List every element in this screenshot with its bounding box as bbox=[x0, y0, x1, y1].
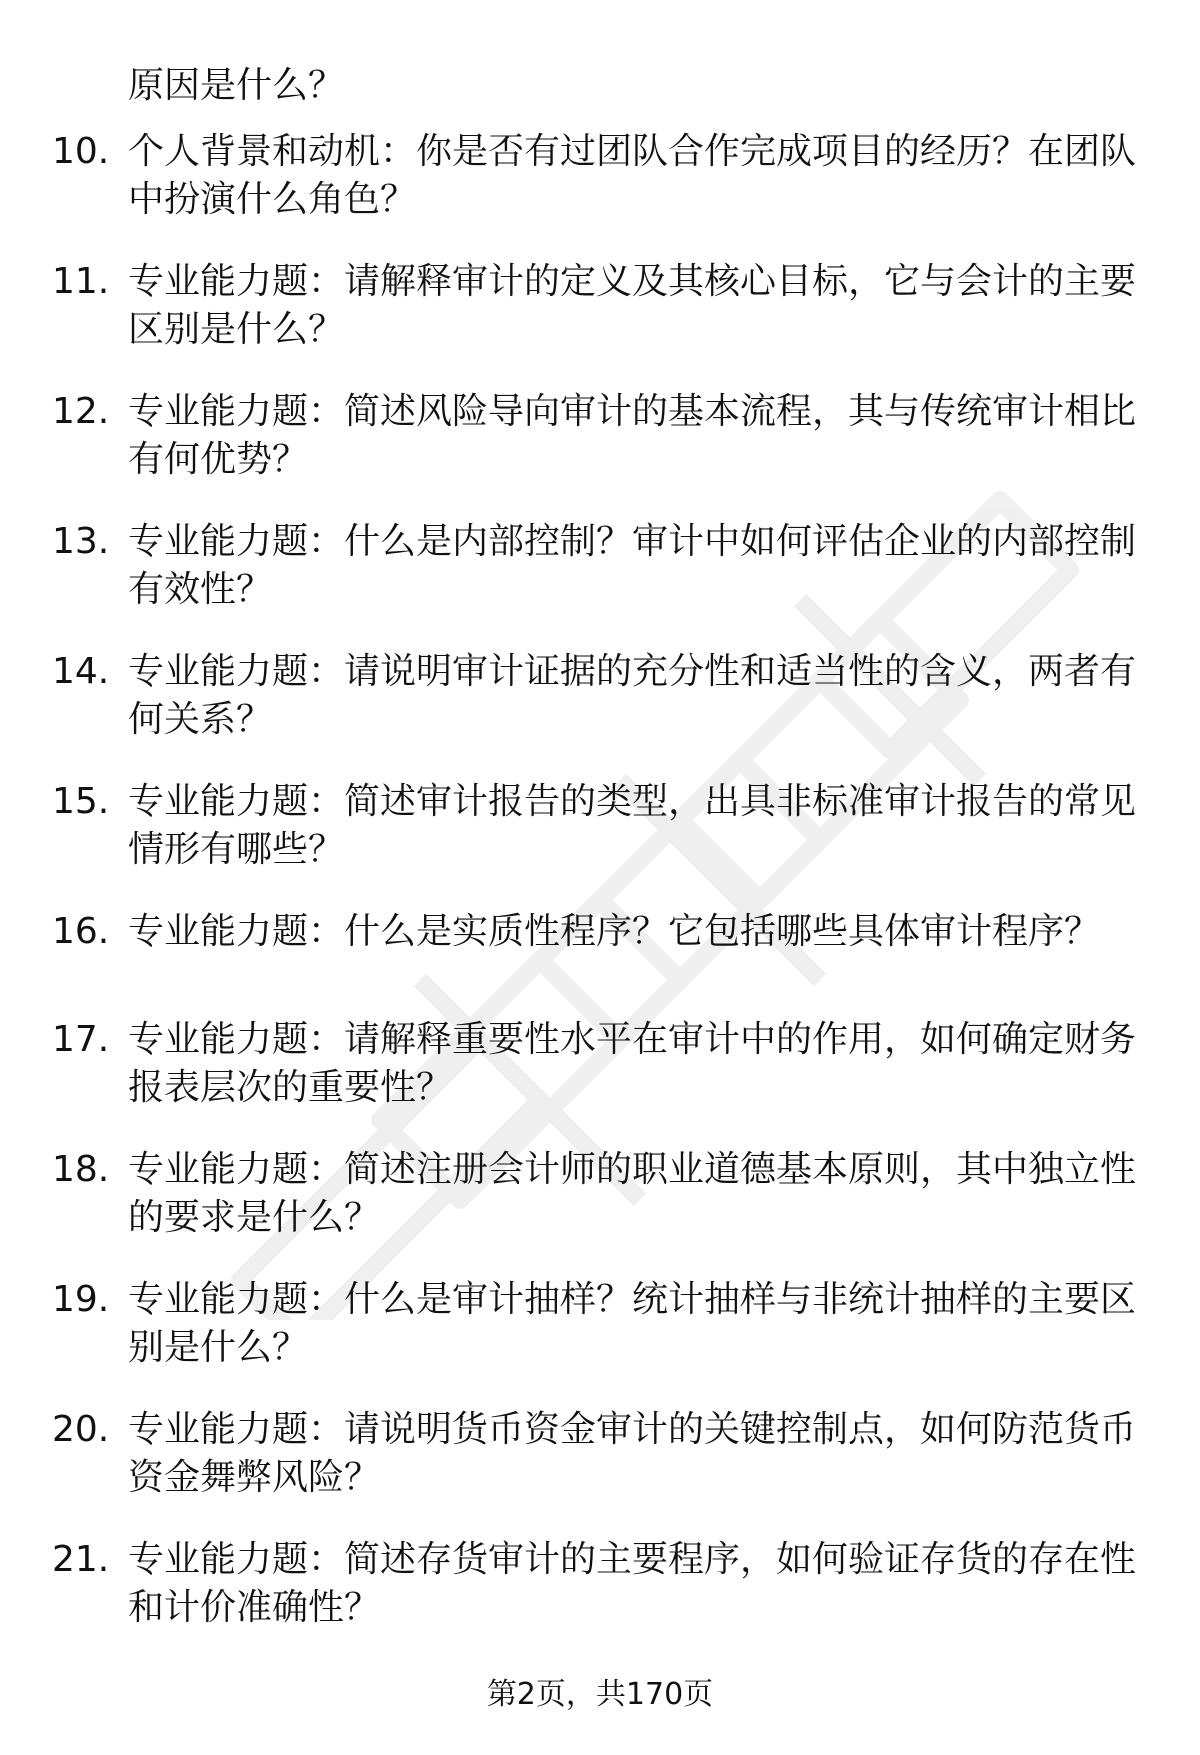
question-item-14 bbox=[52, 648, 1152, 744]
question-number: 11. bbox=[52, 261, 110, 302]
question-text: 专业能力题：简述审计报告的类型，出具非标准审计报告的常见情形有哪些？ bbox=[128, 781, 1137, 870]
question-text: 专业能力题：请解释审计的定义及其核心目标，它与会计的主要区别是什么？ bbox=[128, 261, 1137, 350]
page-footer: 第2页，共170页 bbox=[486, 1677, 714, 1712]
question-text: 专业能力题：简述注册会计师的职业道德基本原则，其中独立性的要求是什么？ bbox=[128, 1149, 1137, 1238]
question-item-21 bbox=[52, 1536, 1152, 1632]
question-number: 18. bbox=[52, 1149, 110, 1190]
question-number: 20. bbox=[52, 1409, 110, 1450]
question-number: 16. bbox=[52, 911, 110, 952]
question-item-19 bbox=[52, 1276, 1152, 1372]
question-number: 21. bbox=[52, 1539, 110, 1580]
question-item-10 bbox=[52, 128, 1152, 224]
question-number: 17. bbox=[52, 1019, 110, 1060]
question-item-12 bbox=[52, 388, 1152, 484]
question-item-11 bbox=[52, 258, 1152, 354]
question-item-13 bbox=[52, 518, 1152, 614]
question-number: 14. bbox=[52, 651, 110, 692]
question-text: 专业能力题：什么是实质性程序？它包括哪些具体审计程序？ bbox=[128, 911, 1101, 952]
question-number: 15. bbox=[52, 781, 110, 822]
question-text: 专业能力题：简述存货审计的主要程序，如何验证存货的存在性和计价准确性？ bbox=[128, 1539, 1137, 1628]
question-item-18 bbox=[52, 1146, 1152, 1242]
continued-question-text: 原因是什么？ bbox=[128, 65, 345, 106]
question-text: 专业能力题：请说明审计证据的充分性和适当性的含义，两者有何关系？ bbox=[128, 651, 1137, 740]
question-item-20 bbox=[52, 1406, 1152, 1502]
question-item-15 bbox=[52, 778, 1152, 874]
question-item-17 bbox=[52, 1016, 1152, 1112]
question-number: 13. bbox=[52, 521, 110, 562]
question-number: 10. bbox=[52, 131, 110, 172]
question-text: 个人背景和动机：你是否有过团队合作完成项目的经历？在团队中扮演什么角色？ bbox=[128, 131, 1137, 220]
question-number: 19. bbox=[52, 1279, 110, 1320]
question-text: 专业能力题：简述风险导向审计的基本流程，其与传统审计相比有何优势？ bbox=[128, 391, 1137, 480]
question-text: 专业能力题：什么是审计抽样？统计抽样与非统计抽样的主要区别是什么？ bbox=[128, 1279, 1137, 1368]
question-item-16 bbox=[52, 908, 1152, 956]
question-text: 专业能力题：请说明货币资金审计的关键控制点，如何防范货币资金舞弊风险？ bbox=[128, 1409, 1137, 1498]
question-number: 12. bbox=[52, 391, 110, 432]
question-text: 专业能力题：请解释重要性水平在审计中的作用，如何确定财务报表层次的重要性？ bbox=[128, 1019, 1137, 1108]
question-text: 专业能力题：什么是内部控制？审计中如何评估企业的内部控制有效性？ bbox=[128, 521, 1137, 610]
